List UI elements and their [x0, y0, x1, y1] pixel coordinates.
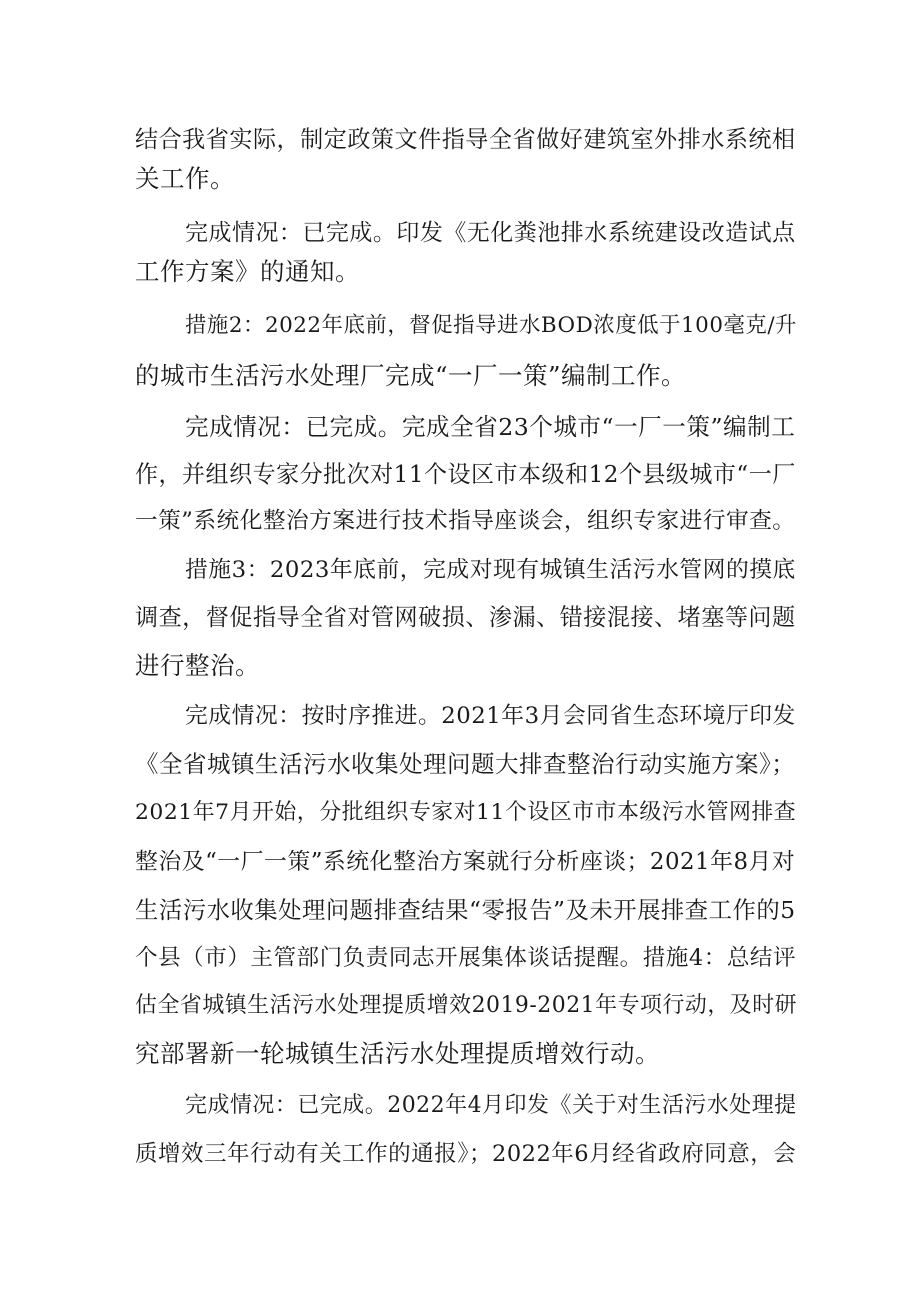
text-line-16: 整治及“一厂一策”系统化整治方案就行分析座谈；2021年8月对 [135, 849, 796, 875]
text-line-10: 措施3：2023年底前，完成对现有城镇生活污水管网的摸底 [185, 557, 796, 583]
text-line-9: 一策”系统化整治方案进行技术指导座谈会，组织专家进行审查。 [135, 508, 796, 534]
text-line-19: 估全省城镇生活污水处理提质增效2019-2021年专项行动，及时研 [135, 993, 798, 1018]
text-line-18: 个县（市）主管部门负责同志开展集体谈话提醒。措施4：总结评 [135, 945, 797, 971]
text-line-11: 调查，督促指导全省对管网破损、渗漏、错接混接、堵塞等问题 [135, 605, 796, 631]
text-line-13: 完成情况：按时序推进。2021年3月会同省生态环境厅印发 [185, 703, 796, 729]
text-line-20: 究部署新一轮城镇生活污水处理提质增效行动。 [135, 1039, 660, 1068]
text-line-15: 2021年7月开始，分批组织专家对11个设区市市本级污水管网排查 [135, 800, 797, 825]
text-line-8: 作，并组织专家分批次对11个设区市本级和12个县级城市“一厂 [135, 462, 796, 488]
text-line-6: 的城市生活污水处理厂完成“一厂一策”编制工作。 [135, 361, 687, 390]
text-line-4: 工作方案》的通知。 [135, 257, 360, 286]
text-line-21: 完成情况：已完成。2022年4月印发《关于对生活污水处理提 [185, 1093, 797, 1118]
text-line-5: 措施2：2022年底前，督促指导进水BOD浓度低于100毫克/升 [185, 313, 797, 338]
text-line-2: 关工作。 [135, 164, 235, 193]
text-line-22: 质增效三年行动有关工作的通报》；2022年6月经省政府同意，会 [135, 1141, 797, 1167]
text-line-7: 完成情况：已完成。完成全省23个城市“一厂一策”编制工 [185, 413, 796, 441]
text-line-14: 《全省城镇生活污水收集处理问题大排查整治行动实施方案》； [135, 750, 796, 778]
text-line-1: 结合我省实际，制定政策文件指导全省做好建筑室外排水系统相 [135, 127, 796, 153]
text-line-3: 完成情况：已完成。印发《无化粪池排水系统建设改造试点 [185, 220, 796, 246]
text-line-12: 进行整治。 [135, 651, 260, 680]
text-line-17: 生活污水收集处理问题排查结果“零报告”及未开展排查工作的5 [135, 896, 796, 924]
